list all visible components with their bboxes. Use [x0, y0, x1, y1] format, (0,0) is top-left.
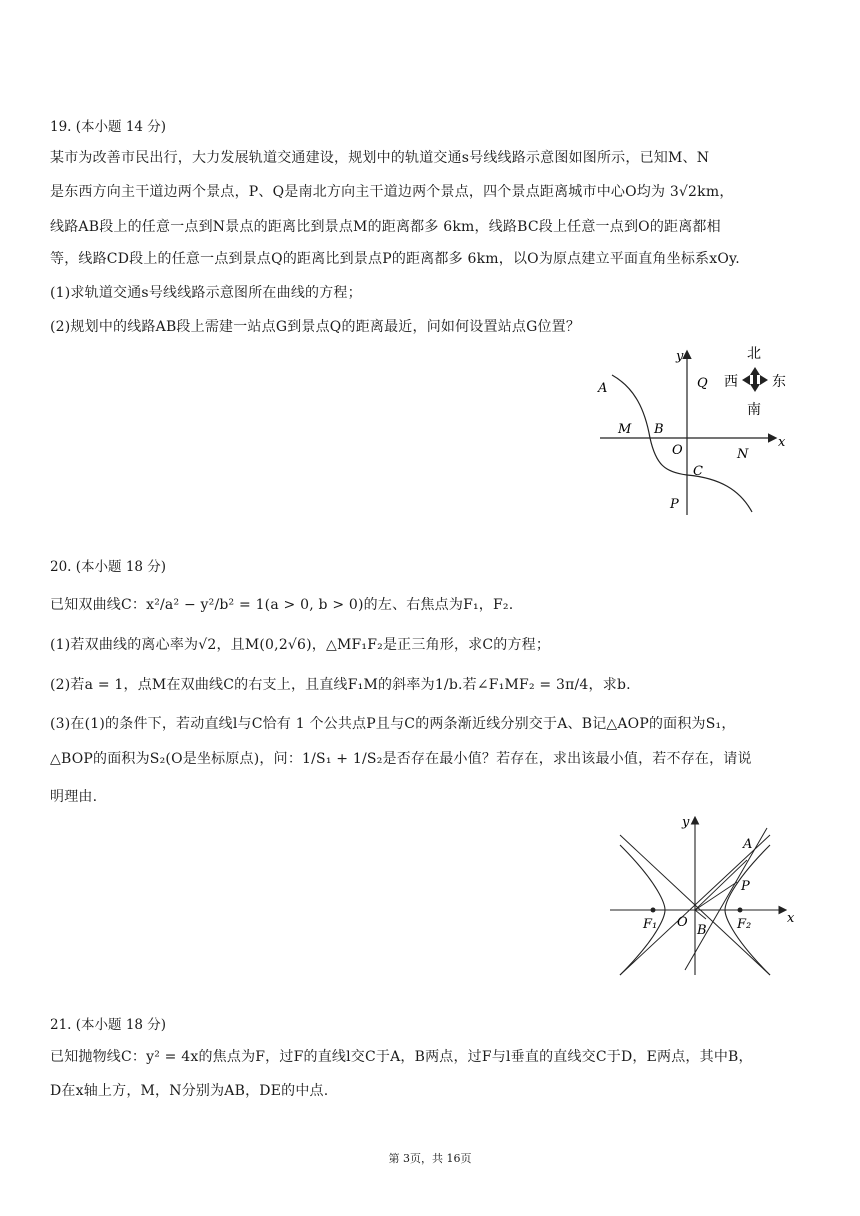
y-axis-label: y [682, 815, 690, 830]
x-axis-label: x [778, 435, 786, 450]
q20-part-3-line-2: △BOP的面积为S₂(O是坐标原点)，问：1/S₁ + 1/S₂是否存在最小值？若存在，求出该最小值，若不存在，请说 [50, 751, 752, 767]
point-n-label: N [737, 447, 749, 462]
q19-header: 19. (本小题 14 分) [50, 119, 167, 135]
focus-f2-label: F₂ [737, 917, 752, 932]
q19-intro-line-4: 等，线路CD段上的任意一点到景点Q的距离比到景点P的距离都多 6km，以O为原点建立平面直角坐标系xOy. [50, 251, 740, 267]
point-a-label: A [598, 381, 608, 396]
focus-f2 [738, 908, 743, 913]
q20-part-3-line-1: (3)在(1)的条件下，若动直线l与C恰有 1 个公共点P且与C的两条渐近线分别交于A、B记△AOP的面积为S₁， [50, 716, 736, 732]
compass-north: 北 [747, 346, 761, 362]
origin-label: O [677, 915, 688, 930]
point-b-label: B [697, 923, 707, 938]
point-a-label: A [743, 837, 753, 852]
q19-part-2: (2)规划中的线路AB段上需建一站点G到景点Q的距离最近，问如何设置站点G位置？ [50, 319, 581, 335]
point-b-label: B [654, 422, 664, 437]
point-q-label: Q [697, 376, 708, 391]
q20-part-3-line-3: 明理由. [50, 789, 98, 805]
point-c-label: C [693, 464, 703, 479]
q21-line-1: 已知抛物线C：y² = 4x的焦点为F，过F的直线l交C于A，B两点，过F与l垂直的直线交C于D，E两点，其中B， [50, 1049, 753, 1065]
compass-west: 西 [724, 374, 738, 390]
q20-part-2: (2)若a = 1，点M在双曲线C的右支上，且直线F₁M的斜率为1/b.若∠F₁MF₂ = 3π/4，求b. [50, 677, 631, 693]
page-footer: 第 3页，共 16页 [388, 1152, 472, 1165]
q20-given: 已知双曲线C：x²/a² − y²/b² = 1(a > 0, b > 0)的左、右焦点为F₁，F₂. [50, 597, 514, 613]
point-m-label: M [618, 422, 632, 437]
q20-figure [605, 810, 800, 980]
q19-figure [590, 340, 800, 520]
focus-f1-label: F₁ [643, 917, 658, 932]
compass-icon [724, 346, 786, 418]
tangent-line-l [685, 828, 767, 970]
compass-east: 东 [772, 374, 786, 390]
q20-part-1: (1)若双曲线的离心率为√2，且M(0,2√6)，△MF₁F₂是正三角形，求C的方程； [50, 637, 551, 653]
point-p-label: P [670, 497, 679, 512]
q19-intro-line-1: 某市为改善市民出行，大力发展轨道交通建设，规划中的轨道交通s号线线路示意图如图所示，已知M、N [50, 150, 710, 166]
focus-f1 [651, 908, 656, 913]
segment-ob [695, 910, 706, 919]
q19-part-1: (1)求轨道交通s号线线路示意图所在曲线的方程； [50, 285, 362, 301]
y-axis-label: y [676, 349, 684, 364]
q19-intro-line-2: 是东西方向主干道边两个景点，P、Q是南北方向主干道边两个景点，四个景点距离城市中心O均为 3√2km， [50, 184, 734, 200]
q19-intro-line-3: 线路AB段上的任意一点到N景点的距离比到景点M的距离都多 6km，线路BC段上任意一点到O的距离都相 [50, 219, 721, 235]
x-axis-label: x [787, 911, 795, 926]
segment-op [695, 882, 737, 910]
origin-label: O [672, 443, 683, 458]
q21-line-2: D在x轴上方，M，N分别为AB，DE的中点. [50, 1083, 329, 1099]
q21-header: 21. (本小题 18 分) [50, 1017, 167, 1033]
q20-header: 20. (本小题 18 分) [50, 559, 167, 575]
point-p-label: P [741, 879, 750, 894]
compass-south: 南 [747, 402, 761, 418]
segment-oa [695, 860, 747, 910]
